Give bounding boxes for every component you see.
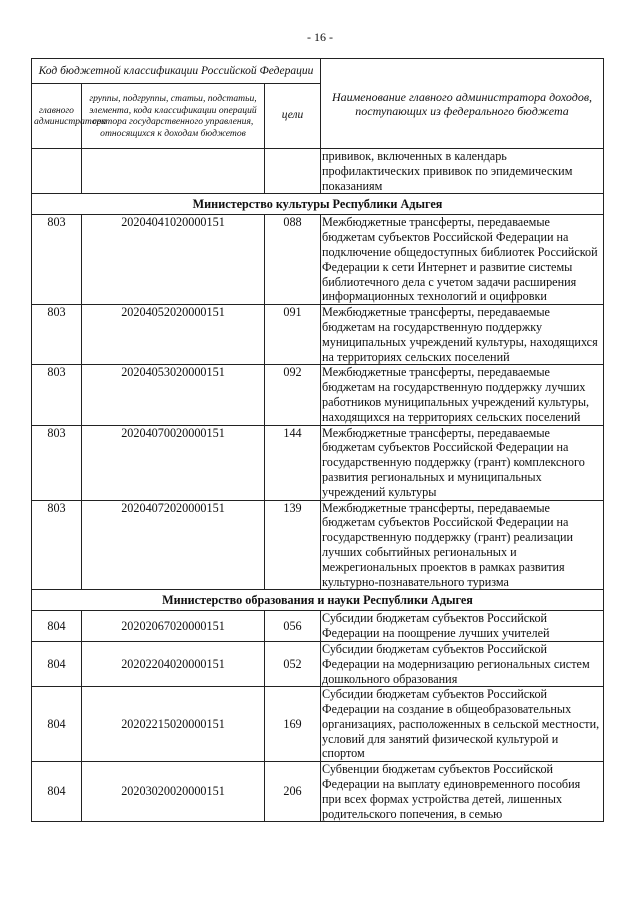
table-row bbox=[32, 611, 604, 642]
row-description: прививок, включенных в календарь профилактических прививок по эпидемическим показаниям bbox=[321, 149, 604, 194]
table-row bbox=[32, 687, 604, 762]
row-classification-code: 20204070020000151 bbox=[82, 425, 265, 500]
budget-classification-table bbox=[31, 58, 604, 822]
table-row bbox=[32, 500, 604, 590]
row-admin-code: 803 bbox=[32, 365, 82, 425]
row-description: Субвенции бюджетам субъектов Российской Федерации на выплату единовременного пособия при всех формах устройства детей, лишенных родительского попечения, в семью bbox=[321, 762, 604, 822]
row-description: Межбюджетные трансферты, передаваемые бюджетам на государственную поддержку лучших работников муниципальных учреждений культуры, находящихся на территориях сельских поселений bbox=[321, 365, 604, 425]
header-col-target: цели bbox=[265, 84, 321, 149]
row-target-code: 088 bbox=[265, 215, 321, 305]
row-admin-code: 803 bbox=[32, 500, 82, 590]
page-number: - 16 - bbox=[307, 30, 333, 44]
row-classification-code: 20203020020000151 bbox=[82, 762, 265, 822]
row-admin-code: 803 bbox=[32, 425, 82, 500]
header-col-code: группы, подгруппы, статьи, подстатьи, элемента, кода классификации операций сектора государственного управления, относящихся к доходам бюджетов bbox=[82, 84, 265, 149]
row-admin-code: 804 bbox=[32, 611, 82, 642]
row-description: Межбюджетные трансферты, передаваемые бюджетам субъектов Российской Федерации на государственную поддержку (грант) реализации лучших событийных региональных и межрегиональных проектов в рамках развития культурно-познавательного туризма bbox=[321, 500, 604, 590]
section-header-education bbox=[32, 590, 604, 611]
row-admin-code: 804 bbox=[32, 641, 82, 686]
table-row bbox=[32, 641, 604, 686]
row-classification-code: 20202204020000151 bbox=[82, 641, 265, 686]
row-admin-code: 803 bbox=[32, 305, 82, 365]
row-admin-code: 804 bbox=[32, 762, 82, 822]
table-row bbox=[32, 762, 604, 822]
row-classification-code bbox=[82, 149, 265, 194]
row-description: Субсидии бюджетам субъектов Российской Федерации на создание в общеобразовательных организациях, расположенных в сельской местности, условий для занятий физической культурой и спортом bbox=[321, 687, 604, 762]
row-description: Субсидии бюджетам субъектов Российской Федерации на модернизацию региональных систем дошкольного образования bbox=[321, 641, 604, 686]
row-target-code: 056 bbox=[265, 611, 321, 642]
section-title: Министерство культуры Республики Адыгея bbox=[32, 194, 604, 215]
row-description: Субсидии бюджетам субъектов Российской Федерации на поощрение лучших учителей bbox=[321, 611, 604, 642]
header-col-admin: главного администратора bbox=[32, 84, 82, 149]
header-group-title: Код бюджетной классификации Российской Федерации bbox=[32, 59, 321, 84]
row-description: Межбюджетные трансферты, передаваемые бюджетам субъектов Российской Федерации на подключение общедоступных библиотек Российской Федерации к сети Интернет и развитие системы библиотечного дела с учетом задачи расширения информационных технологий и оцифровки bbox=[321, 215, 604, 305]
row-target-code: 091 bbox=[265, 305, 321, 365]
table-row bbox=[32, 305, 604, 365]
row-description: Межбюджетные трансферты, передаваемые бюджетам на государственную поддержку муниципальных учреждений культуры, находящихся на территориях сельских поселений bbox=[321, 305, 604, 365]
row-classification-code: 20202215020000151 bbox=[82, 687, 265, 762]
row-description: Межбюджетные трансферты, передаваемые бюджетам субъектов Российской Федерации на государственную поддержку (грант) комплексного развития региональных и муниципальных учреждений культуры bbox=[321, 425, 604, 500]
row-target-code: 139 bbox=[265, 500, 321, 590]
row-target-code: 169 bbox=[265, 687, 321, 762]
row-classification-code: 20202067020000151 bbox=[82, 611, 265, 642]
row-target-code: 092 bbox=[265, 365, 321, 425]
row-admin-code: 803 bbox=[32, 215, 82, 305]
continuation-row bbox=[32, 149, 604, 194]
header-col-name: Наименование главного администратора доходов, поступающих из федерального бюджета bbox=[321, 59, 604, 149]
row-admin-code: 804 bbox=[32, 687, 82, 762]
table-row bbox=[32, 365, 604, 425]
row-target-code bbox=[265, 149, 321, 194]
row-classification-code: 20204072020000151 bbox=[82, 500, 265, 590]
section-title: Министерство образования и науки Республики Адыгея bbox=[32, 590, 604, 611]
section-header-culture bbox=[32, 194, 604, 215]
row-target-code: 052 bbox=[265, 641, 321, 686]
row-target-code: 144 bbox=[265, 425, 321, 500]
row-classification-code: 20204041020000151 bbox=[82, 215, 265, 305]
row-classification-code: 20204053020000151 bbox=[82, 365, 265, 425]
row-classification-code: 20204052020000151 bbox=[82, 305, 265, 365]
row-admin-code bbox=[32, 149, 82, 194]
header-row-top bbox=[32, 59, 604, 84]
row-target-code: 206 bbox=[265, 762, 321, 822]
table-row bbox=[32, 215, 604, 305]
table-row bbox=[32, 425, 604, 500]
